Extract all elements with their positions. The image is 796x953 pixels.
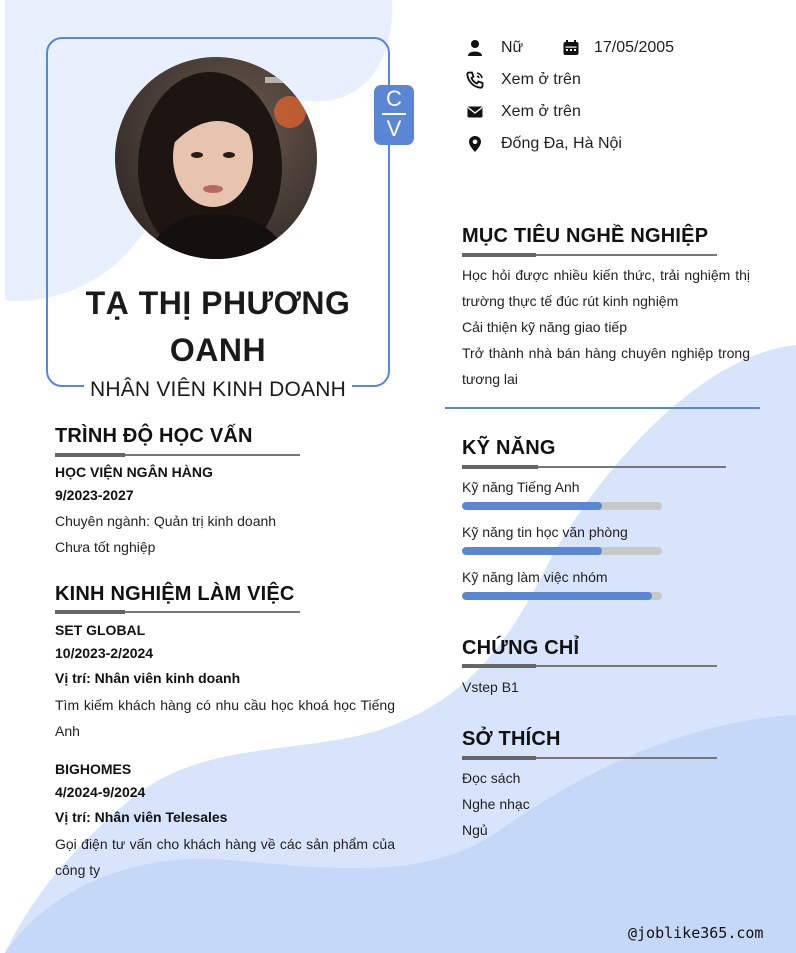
section-divider	[445, 407, 760, 409]
job-title: NHÂN VIÊN KINH DOANH	[89, 378, 347, 401]
job-description: Tìm kiếm khách hàng có nhu cầu học khoá học Tiếng Anh	[55, 697, 395, 739]
avatar	[115, 57, 317, 259]
skill-bar	[462, 592, 662, 600]
education-rule-accent	[55, 453, 125, 457]
hobby-item: Ngủ	[462, 822, 488, 838]
job-company: SET GLOBAL	[55, 622, 146, 638]
hobby-item: Nghe nhạc	[462, 796, 530, 812]
cv-badge	[374, 85, 414, 145]
job-position: Vị trí: Nhân viên Telesales	[55, 809, 228, 825]
objective-rule-accent	[462, 253, 536, 257]
contact-address	[466, 132, 622, 156]
objective-item: Cải thiện kỹ năng giao tiếp	[462, 319, 627, 335]
job-company: BIGHOMES	[55, 761, 132, 777]
user-icon	[466, 39, 484, 57]
contact-phone	[466, 68, 581, 92]
certificate-item: Vstep B1	[462, 679, 519, 695]
job-description: Gọi điện tư vấn cho khách hàng về các sản phẩm của công ty	[55, 836, 395, 878]
education-period: 9/2023-2027	[55, 487, 134, 503]
email-icon	[466, 103, 484, 121]
skill-label: Kỹ năng làm việc nhóm	[462, 569, 608, 585]
birthdate-value: 17/05/2005	[594, 39, 675, 56]
phone-value: Xem ở trên	[501, 71, 581, 88]
experience-title: KINH NGHIỆM LÀM VIỆC	[55, 583, 295, 605]
objective-item: Trở thành nhà bán hàng chuyên nghiệp trong tương lai	[462, 345, 750, 387]
skill-label: Kỹ năng Tiếng Anh	[462, 479, 580, 495]
skill-bar-fill	[462, 547, 602, 555]
email-value: Xem ở trên	[501, 103, 581, 120]
objective-title: MỤC TIÊU NGHỀ NGHIỆP	[462, 225, 709, 247]
education-major: Chuyên ngành: Quản trị kinh doanh	[55, 513, 277, 529]
address-value: Đống Đa, Hà Nội	[501, 135, 622, 152]
contact-gender	[466, 36, 523, 60]
objective-item: Học hỏi được nhiều kiến thức, trải nghiệm thị trường thực tế đúc rút kinh nghiệm	[462, 267, 750, 309]
education-school: HỌC VIỆN NGÂN HÀNG	[55, 464, 213, 480]
candidate-name: TẠ THỊ PHƯƠNG OANH	[85, 285, 351, 368]
skill-label: Kỹ năng tin học văn phòng	[462, 524, 628, 540]
contact-birthdate	[562, 36, 674, 60]
education-title: TRÌNH ĐỘ HỌC VẤN	[55, 425, 253, 447]
education-status: Chưa tốt nghiệp	[55, 539, 156, 555]
hobby-item: Đọc sách	[462, 770, 521, 786]
phone-icon	[466, 71, 484, 89]
skill-bar	[462, 547, 662, 555]
hobbies-title: SỞ THÍCH	[462, 728, 561, 750]
footer-handle: @joblike365.com	[628, 924, 764, 942]
experience-rule-accent	[55, 610, 125, 614]
skills-title: KỸ NĂNG	[462, 437, 556, 459]
skill-bar	[462, 502, 662, 510]
skills-rule-accent	[462, 465, 538, 469]
job-period: 10/2023-2/2024	[55, 645, 154, 661]
gender-value: Nữ	[501, 39, 524, 56]
hobbies-rule-accent	[462, 756, 536, 760]
skill-bar-fill	[462, 502, 602, 510]
skill-bar-fill	[462, 592, 652, 600]
calendar-icon	[562, 39, 580, 57]
certificates-title: CHỨNG CHỈ	[462, 637, 580, 659]
certificates-rule-accent	[462, 664, 536, 668]
location-icon	[466, 135, 484, 153]
job-position: Vị trí: Nhân viên kinh doanh	[55, 670, 241, 686]
contact-email	[466, 100, 581, 124]
cv-badge-letter-v: V	[386, 116, 402, 141]
cv-badge-letter-c: C	[386, 86, 402, 111]
job-period: 4/2024-9/2024	[55, 784, 146, 800]
